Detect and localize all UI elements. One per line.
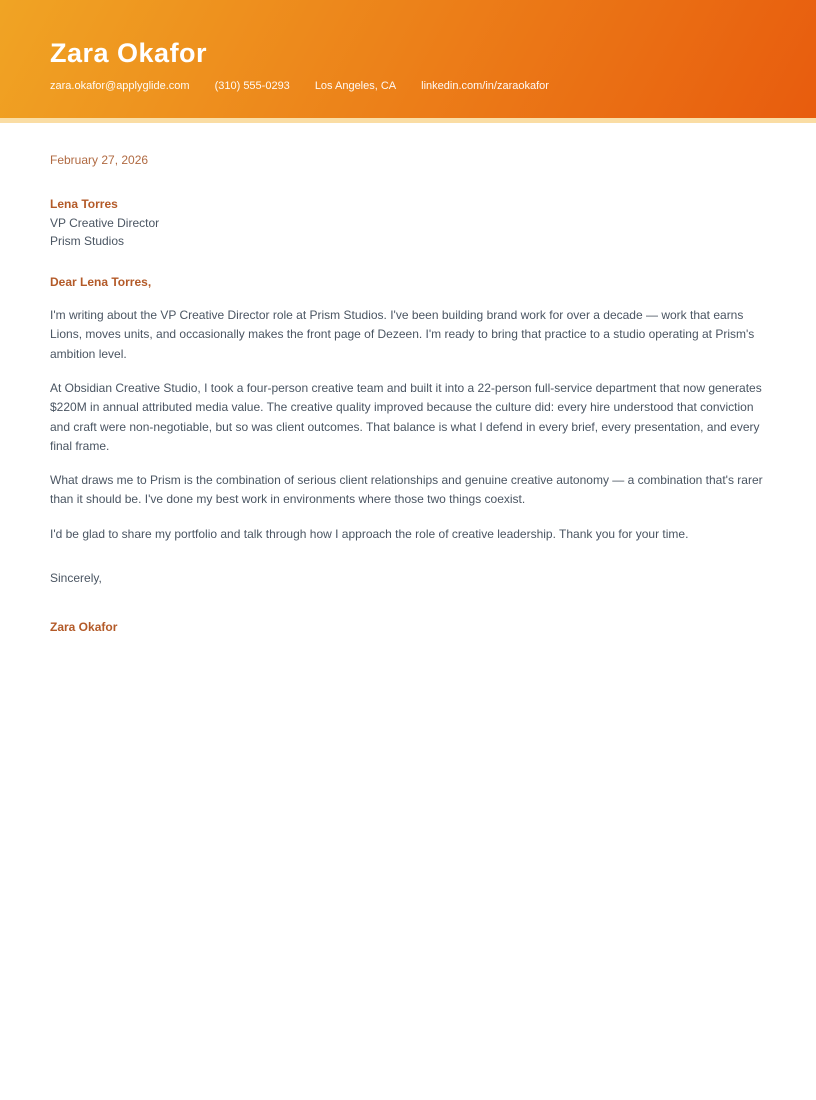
recipient-title: VP Creative Director (50, 215, 160, 230)
applicant-name: Zara Okafor (50, 38, 208, 68)
paragraph-motivation: What draws me to Prism is the combination of serious client relationships and genuine creative autonomy — a combination that's rarer than it should be. I've done my best work in environments where those two things coexist. (50, 473, 763, 507)
contact-phone: (310) 555-0293 (214, 79, 290, 92)
contact-row (50, 80, 766, 92)
contact-linkedin: linkedin.com/in/zaraokafor (421, 79, 549, 92)
recipient-company: Prism Studios (50, 234, 125, 249)
recipient-block (50, 195, 766, 251)
paragraph-experience: At Obsidian Creative Studio, I took a four-person creative team and built it into a 22-person full-service department that now generates $220M in annual attributed media value. The creative quality improved because the culture did: every hire understood that conviction and craft were non-negotiable, but so was client outcomes. That balance is what I defend in every brief, every presentation, and every final frame. (50, 381, 762, 453)
letter-header (0, 0, 816, 123)
recipient-name: Lena Torres (50, 197, 118, 211)
letter-date: February 27, 2026 (50, 153, 149, 167)
letter-body (0, 123, 816, 634)
contact-email: zara.okafor@applyglide.com (50, 79, 190, 92)
contact-location: Los Angeles, CA (314, 79, 397, 92)
salutation: Dear Lena Torres, (50, 275, 152, 290)
paragraph-intro: I'm writing about the VP Creative Director role at Prism Studios. I've been building brand work for over a decade — work that earns Lions, moves units, and occasionally makes the front page of Dezeen. I'm ready to bring that practice to a studio operating at Prism's ambition level. (50, 308, 755, 361)
signature-name: Zara Okafor (50, 620, 118, 635)
closing: Sincerely, (50, 571, 102, 586)
paragraph-call-to-action: I'd be glad to share my portfolio and talk through how I approach the role of creative leadership. Thank you for your time. (50, 526, 689, 541)
